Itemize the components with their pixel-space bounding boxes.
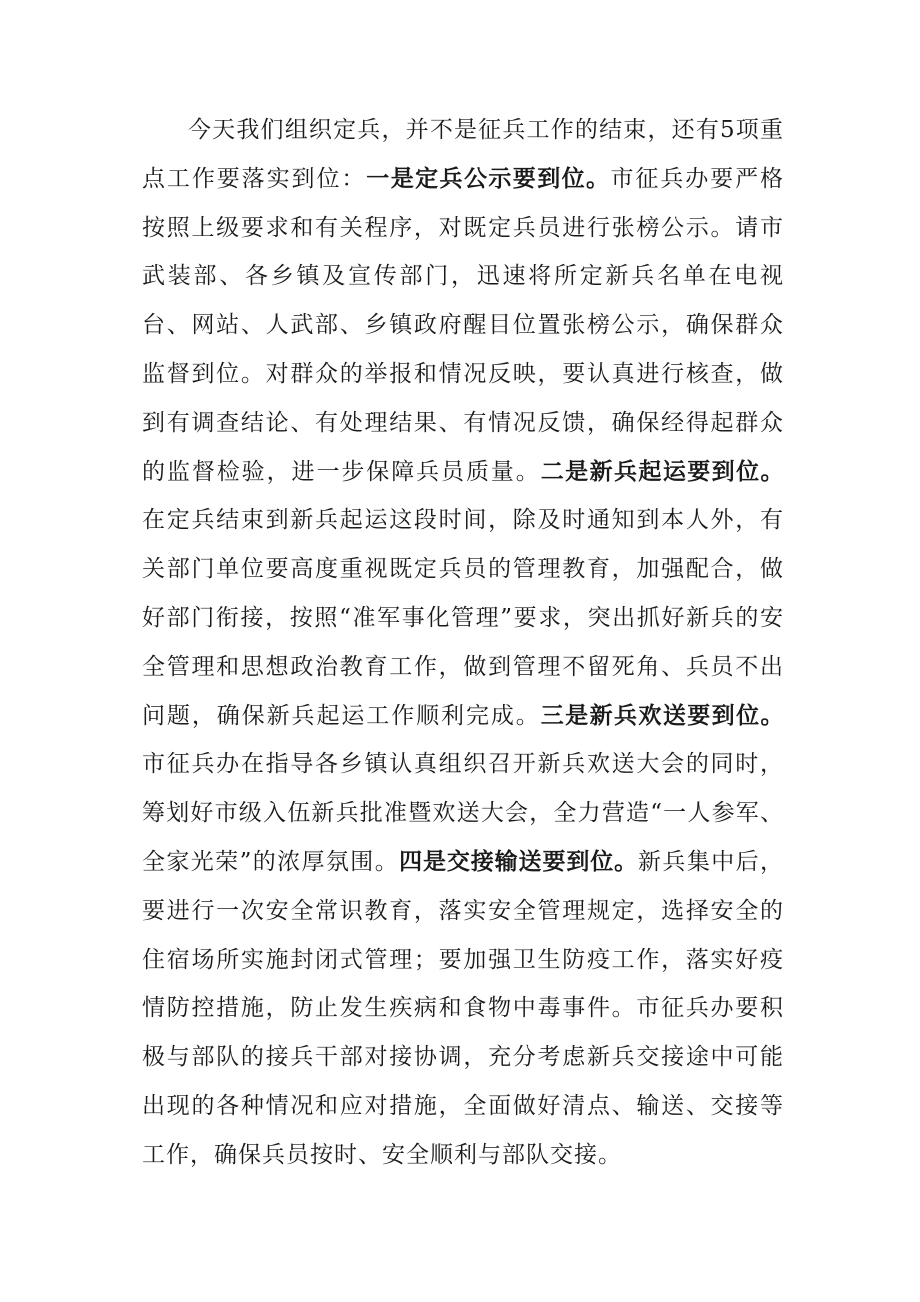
document-body [142, 106, 784, 1180]
paragraph-text-1: 今天我们组织定兵，并不是征兵工作的结束，还有5项重点工作要落实到位： [142, 117, 784, 192]
paragraph-text-3: 在定兵结束到新兵起运这段时间，除及时通知到本人外，有关部门单位要高度重视既定兵员的管理教育，加强配合，做好部门衔接，按照“准军事化管理”要求，突出抓好新兵的安全管理和思想政治教育工作，做到管理不留死角、兵员不出问题，确保新兵起运工作顺利完成。 [142, 507, 784, 729]
paragraph-text-4: 市征兵办在指导各乡镇认真组织召开新兵欢送大会的同时，筹划好市级入伍新兵批准暨欢送大会，全力营造“一人参军、全家光荣”的浓厚氛围。 [142, 751, 784, 875]
heading-point-2: 二是新兵起运要到位。 [540, 458, 785, 485]
heading-point-3: 三是新兵欢送要到位。 [540, 702, 785, 729]
body-paragraph [142, 106, 784, 1180]
paragraph-text-5: 新兵集中后，要进行一次安全常识教育，落实安全管理规定，选择安全的住宿场所实施封闭式管理；要加强卫生防疫工作，落实好疫情防控措施，防止发生疾病和食物中毒事件。市征兵办要积极与部队的接兵干部对接协调，充分考虑新兵交接途中可能出现的各种情况和应对措施，全面做好清点、输送、交接等工作，确保兵员按时、安全顺利与部队交接。 [142, 848, 784, 1168]
paragraph-text-2: 市征兵办要严格按照上级要求和有关程序，对既定兵员进行张榜公示。请市武装部、各乡镇及宣传部门，迅速将所定新兵名单在电视台、网站、人武部、乡镇政府醒目位置张榜公示，确保群众监督到位。对群众的举报和情况反映，要认真进行核查，做到有调查结论、有处理结果、有情况反馈，确保经得起群众的监督检验，进一步保障兵员质量。 [142, 165, 785, 485]
heading-point-4: 四是交接输送要到位。 [399, 848, 639, 875]
heading-point-1: 一是定兵公示要到位。 [366, 165, 611, 192]
